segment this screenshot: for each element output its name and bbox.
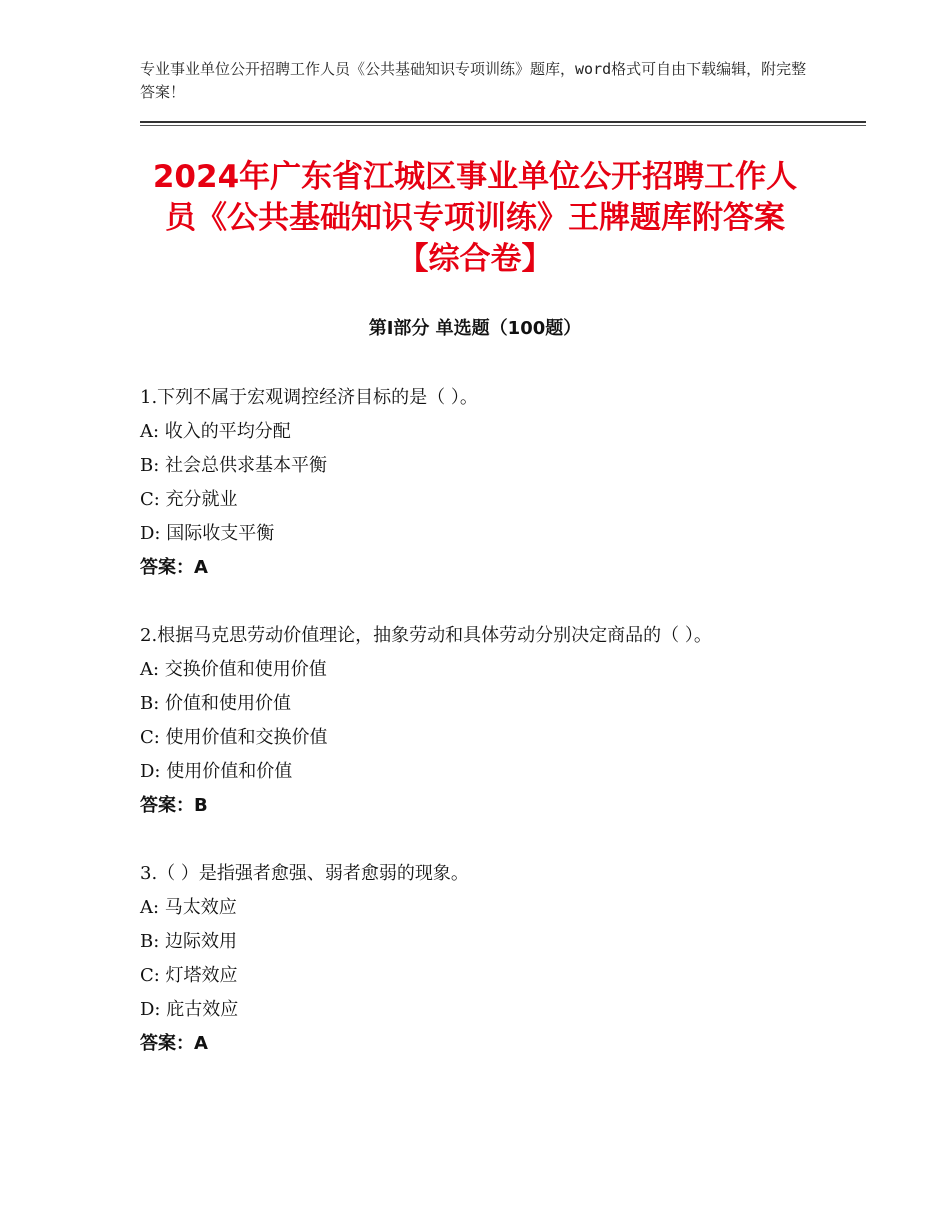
- document-title: 2024年广东省江城区事业单位公开招聘工作人员《公共基础知识专项训练》王牌题库附答案【综合卷】: [152, 159, 798, 277]
- header-rule-thick: [140, 121, 866, 123]
- question-stem: 2.根据马克思劳动价值理论，抽象劳动和具体劳动分别决定商品的（ ）。: [140, 625, 712, 646]
- option-c: C: 使用价值和交换价值: [140, 727, 328, 748]
- question-list: [140, 381, 810, 1095]
- question-2: [140, 619, 810, 823]
- question-stem: 1.下列不属于宏观调控经济目标的是（ ）。: [140, 387, 478, 408]
- option-a: A: 交换价值和使用价值: [140, 659, 327, 680]
- question-stem: 3.（ ）是指强者愈强、弱者愈弱的现象。: [140, 863, 469, 884]
- option-a: A: 马太效应: [140, 897, 237, 918]
- answer: 答案：B: [140, 795, 208, 816]
- option-a: A: 收入的平均分配: [140, 421, 291, 442]
- header-rule-thin: [140, 125, 866, 126]
- question-1: [140, 381, 810, 585]
- header-note: 专业事业单位公开招聘工作人员《公共基础知识专项训练》题库，word格式可自由下载编辑，附完整答案！: [140, 60, 807, 101]
- option-b: B: 价值和使用价值: [140, 693, 292, 714]
- answer: 答案：A: [140, 1033, 208, 1054]
- answer: 答案：A: [140, 557, 208, 578]
- option-c: C: 灯塔效应: [140, 965, 238, 986]
- option-b: B: 边际效用: [140, 931, 238, 952]
- option-d: D: 使用价值和价值: [140, 761, 293, 782]
- question-3: [140, 857, 810, 1061]
- option-b: B: 社会总供求基本平衡: [140, 455, 328, 476]
- option-c: C: 充分就业: [140, 489, 238, 510]
- section-heading: 第Ⅰ部分 单选题（100题）: [368, 318, 582, 339]
- option-d: D: 庇古效应: [140, 999, 239, 1020]
- option-d: D: 国际收支平衡: [140, 523, 275, 544]
